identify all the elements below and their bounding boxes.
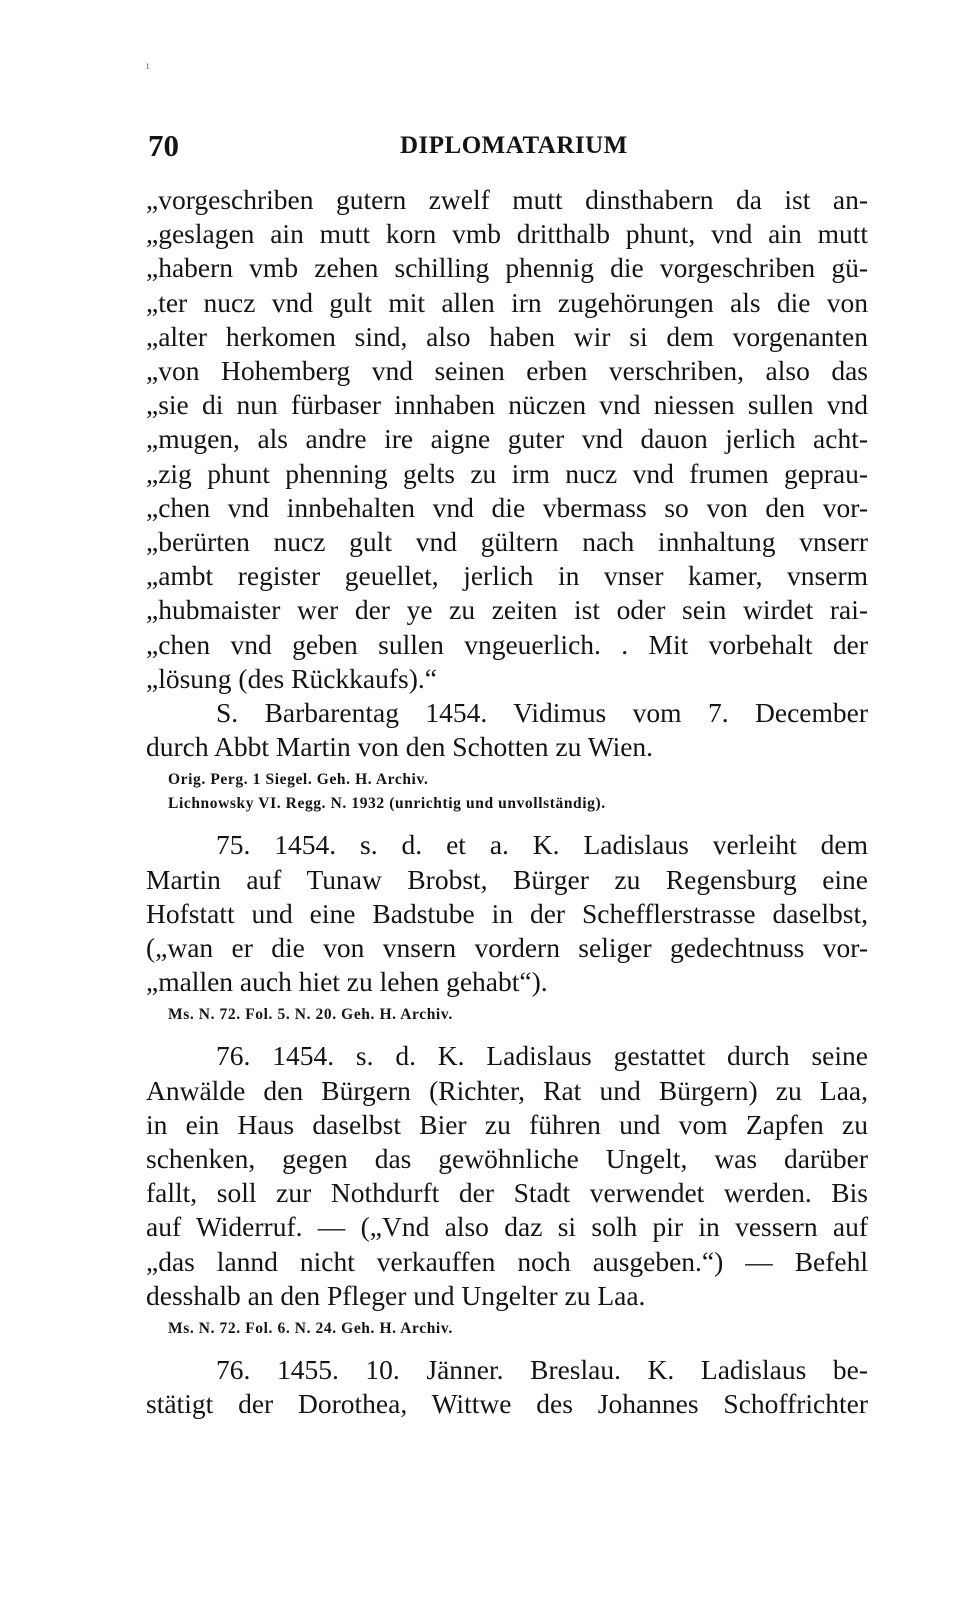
entry-heading-line: 76. 1455. 10. Jänner. Breslau. K. Ladislaus be- (216, 1354, 868, 1386)
source-note: Orig. Perg. 1 Siegel. Geh. H. Archiv. (168, 771, 429, 789)
text-line: „chen vnd geben sullen vngeuerlich. . Mit vorbehalt der (146, 628, 868, 660)
text-line: „vorgeschriben gutern zwelf mutt dinsthabern da ist an- (146, 184, 868, 215)
text-line: („wan er die von vnsern vordern seliger gedechtnuss vor- (146, 932, 868, 964)
text-line: desshalb an den Pfleger und Ungelter zu Laa. (146, 1279, 646, 1311)
text-line: Hofstatt und eine Badstube in der Schefflerstrasse daselbst, (146, 897, 868, 929)
source-notes (146, 768, 868, 816)
text-line: auf Widerruf. — („Vnd also daz si solh pir in vessern auf (146, 1211, 868, 1243)
text-line: Anwälde den Bürgern (Richter, Rat und Bürgern) zu Laa, (146, 1074, 868, 1106)
running-head: DIPLOMATARIUM (400, 132, 628, 159)
text-line: in ein Haus daselbst Bier zu führen und vom Zapfen zu (146, 1108, 868, 1140)
text-line: „alter herkomen sind, also haben wir si dem vorgenanten (146, 320, 868, 352)
text-line: „habern vmb zehen schilling phennig die vorgeschriben gü- (146, 252, 868, 284)
text-line: fallt, soll zur Nothdurft der Stadt verwendet werden. Bis (146, 1177, 868, 1209)
continuation-quote (146, 183, 868, 696)
text-line: „hubmaister wer der ye zu zeiten ist oder sein wirdet rai- (146, 594, 868, 626)
text-line: Martin auf Tunaw Brobst, Bürger zu Regensburg eine (146, 863, 868, 895)
text-line: „geslagen ain mutt korn vmb dritthalb phunt, vnd ain mutt (146, 218, 868, 250)
text-line: „ter nucz vnd gult mit allen irn zugehörungen als die von (146, 286, 868, 318)
entry-75 (146, 828, 868, 999)
source-note: Lichnowsky VI. Regg. N. 1932 (unrichtig und unvollständig). (168, 795, 606, 813)
source-note: Ms. N. 72. Fol. 5. N. 20. Geh. H. Archiv. (168, 1006, 453, 1024)
text-line: stätigt der Dorothea, Wittwe des Johannes Schoffrichter (146, 1388, 868, 1420)
text-line: durch Abbt Martin von den Schotten zu Wien. (146, 731, 654, 763)
source-note: Ms. N. 72. Fol. 6. N. 24. Geh. H. Archiv. (168, 1320, 453, 1338)
entry-76a (146, 1039, 868, 1313)
entry-heading-line: 76. 1454. s. d. K. Ladislaus gestattet durch seine (216, 1040, 868, 1072)
text-line: „sie di nun fürbaser innhaben nüczen vnd niessen sullen vnd (146, 389, 868, 421)
text-line: „mallen auch hiet zu lehen gehabt“). (146, 966, 548, 998)
text-line: „mugen, als andre ire aigne guter vnd dauon jerlich acht- (146, 423, 868, 455)
entry-76b (146, 1353, 868, 1421)
text-line: „von Hohemberg vnd seinen erben verschriben, also das (146, 355, 868, 387)
dating-clause (146, 696, 868, 764)
page-body (146, 183, 868, 1422)
text-line: „berürten nucz gult vnd gültern nach innhaltung vnserr (146, 526, 868, 558)
text-line: schenken, gegen das gewöhnliche Ungelt, was darüber (146, 1143, 868, 1175)
page-number: 70 (148, 128, 179, 163)
text-line: „chen vnd innbehalten vnd die vbermass so von den vor- (146, 491, 868, 523)
corner-mark: ı (146, 58, 150, 72)
text-line: „lösung (des Rückkaufs).“ (146, 662, 437, 694)
text-line: „zig phunt phenning gelts zu irm nucz vnd frumen geprau- (146, 457, 868, 489)
text-line: „das lannd nicht verkauffen noch ausgeben.“) — Befehl (146, 1245, 868, 1277)
text-line: „ambt register geuellet, jerlich in vnser kamer, vnserm (146, 560, 868, 592)
page-header (148, 128, 873, 168)
text-line: S. Barbarentag 1454. Vidimus vom 7. December (216, 697, 868, 729)
entry-heading-line: 75. 1454. s. d. et a. K. Ladislaus verleiht dem (216, 829, 868, 861)
